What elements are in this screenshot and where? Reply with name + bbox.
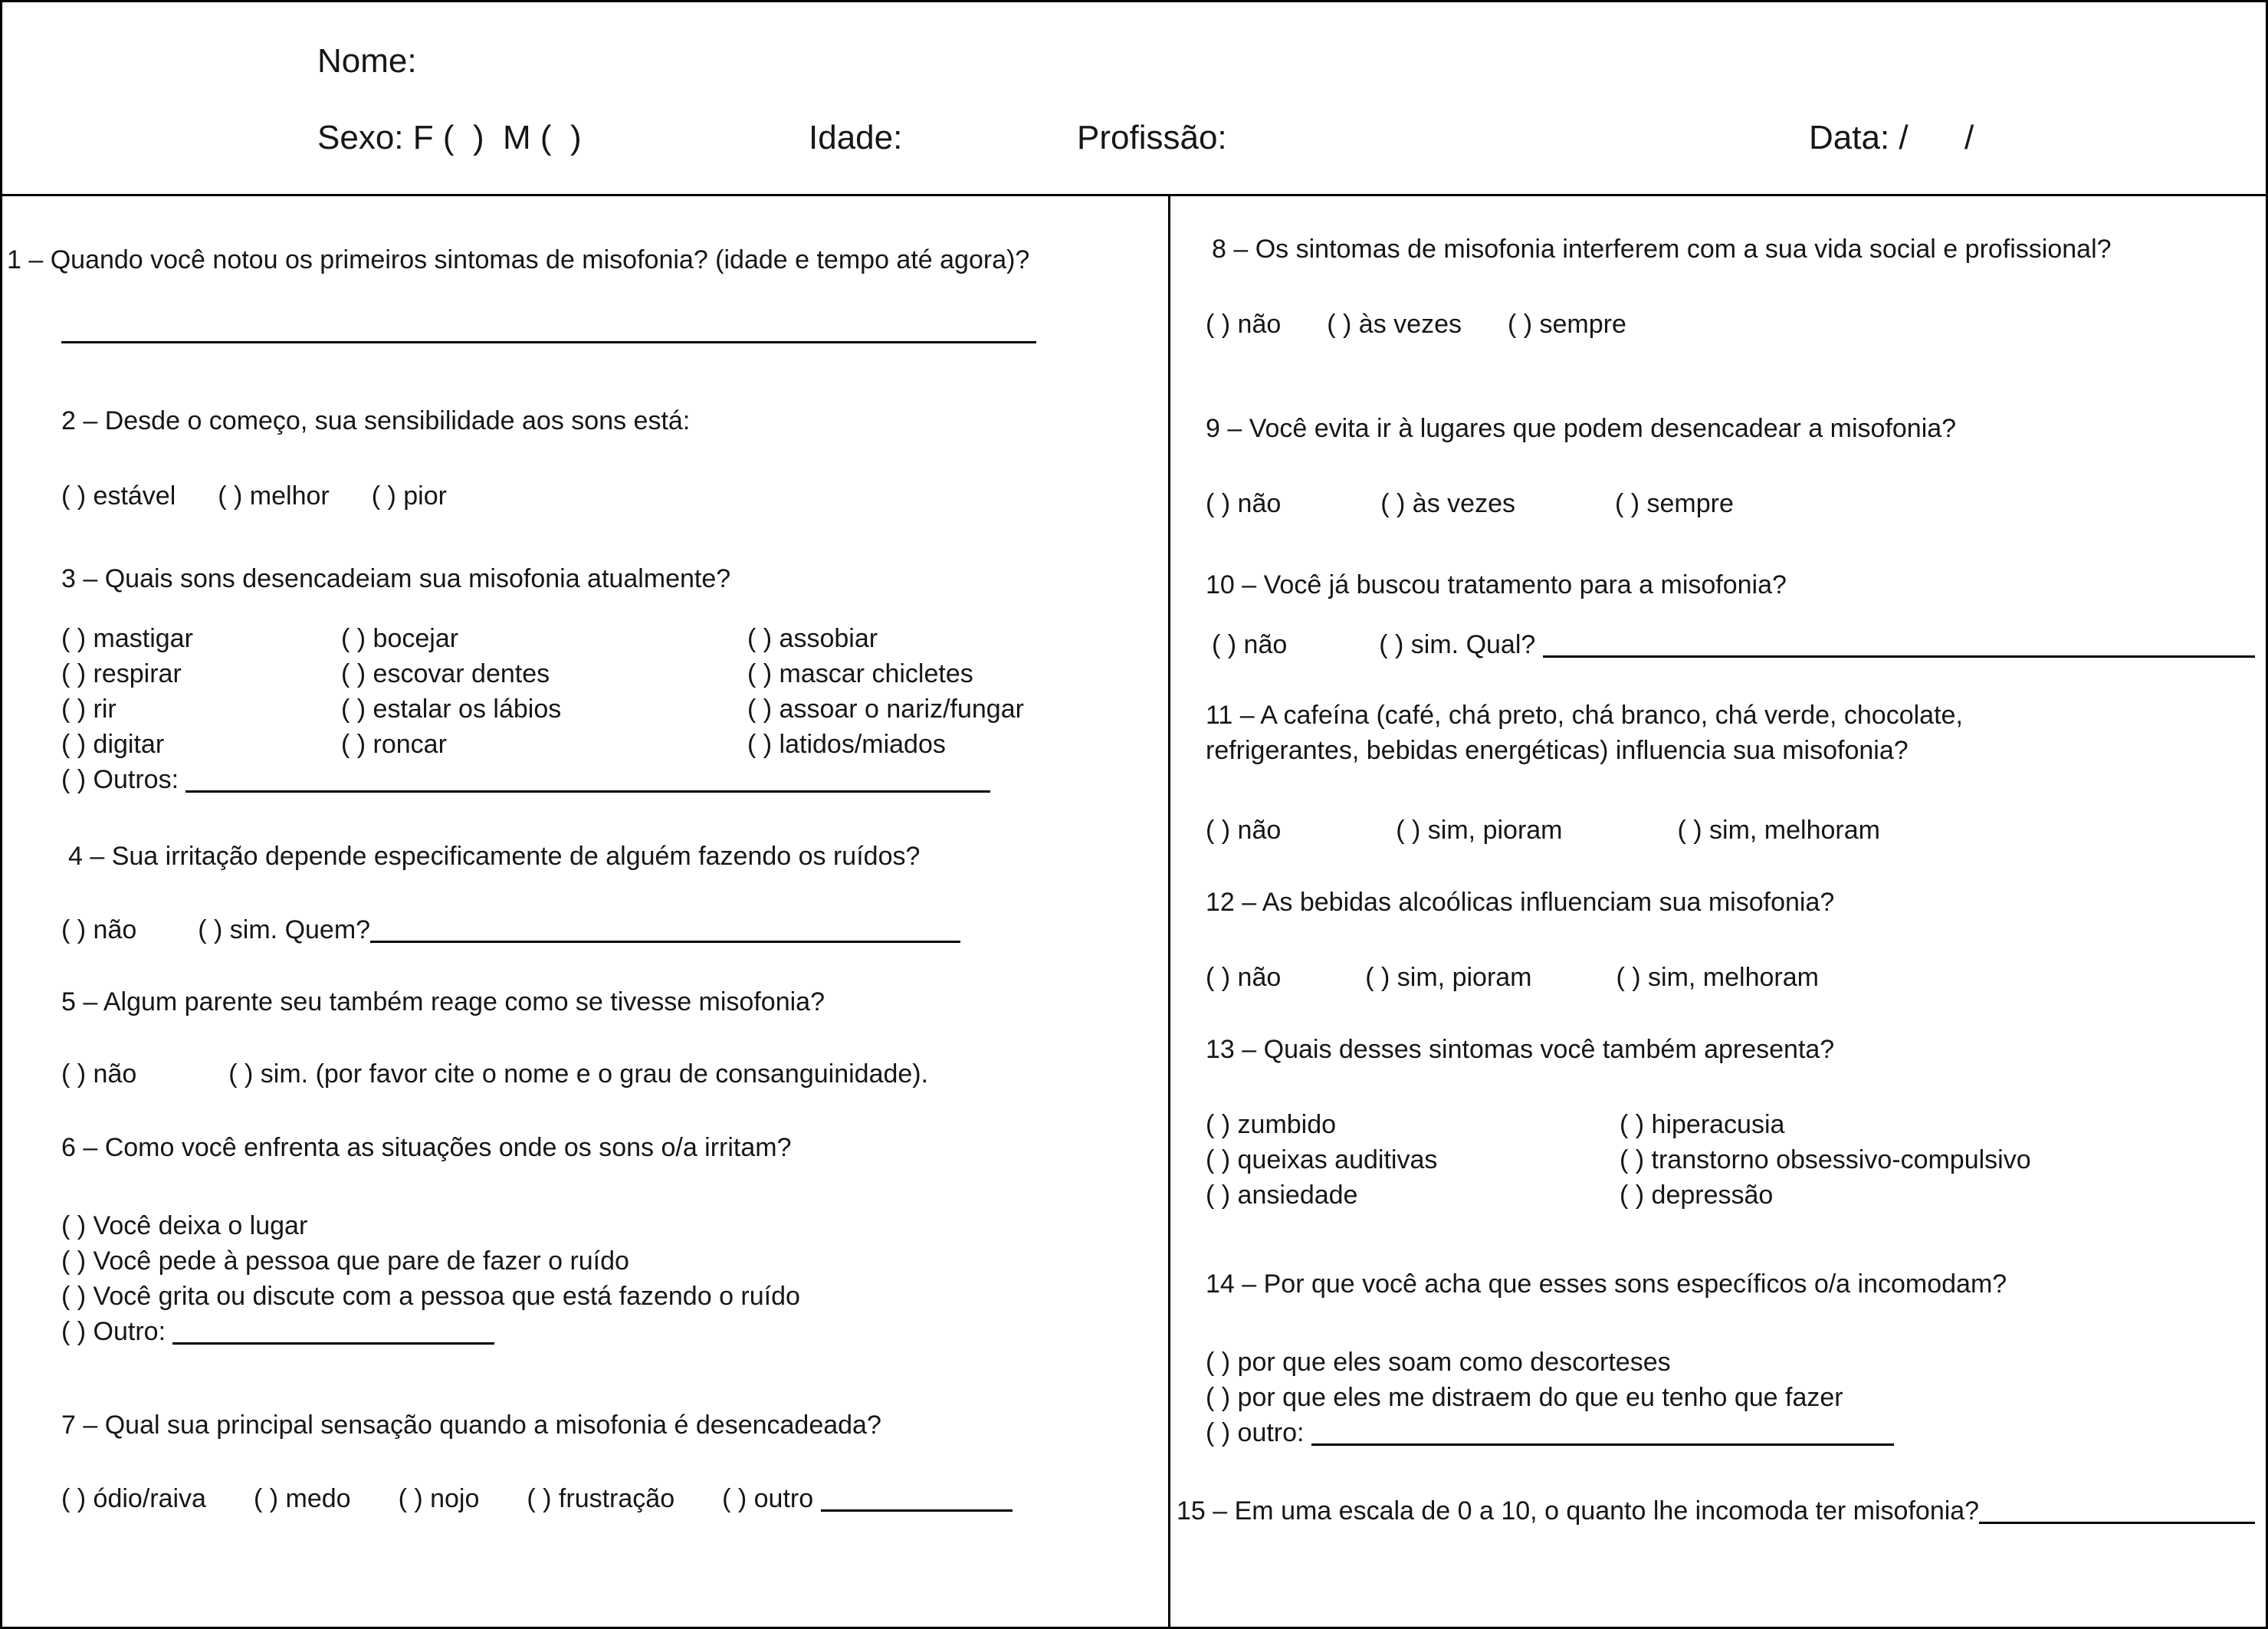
checkbox-option[interactable]: ( ) depressão [1620,1181,1774,1210]
checkbox-option-other[interactable] [61,762,990,797]
checkbox-option[interactable]: ( ) frustração [527,1484,675,1513]
question-9-text: 9 – Você evita ir à lugares que podem desencadear a misofonia? [1206,414,1957,443]
checkbox-option[interactable]: ( ) não [1206,310,1282,339]
checkbox-option[interactable]: ( ) hiperacusia [1620,1110,1785,1139]
checkbox-option[interactable]: ( ) pior [371,481,447,511]
checkbox-option[interactable]: ( ) por que eles soam como descorteses [1206,1348,1671,1377]
checkbox-option[interactable]: ( ) não [1212,630,1288,659]
question-3-options [61,621,1168,762]
form-header [2,2,2266,196]
question-7-text: 7 – Qual sua principal sensação quando a misofonia é desencadeada? [61,1411,881,1440]
write-in-blank[interactable] [370,920,960,943]
checkbox-option-other[interactable] [61,1314,1168,1349]
checkbox-option[interactable]: ( ) Você pede à pessoa que pare de fazer o ruído [61,1246,629,1276]
checkbox-option[interactable]: ( ) ansiedade [1206,1181,1358,1210]
checkbox-option[interactable]: ( ) transtorno obsessivo-compulsivo [1620,1145,2031,1174]
question-7-options [61,1481,1168,1516]
write-in-blank[interactable] [1543,635,2255,658]
checkbox-option[interactable]: ( ) não [61,915,137,944]
write-in-blank[interactable] [1979,1501,2255,1524]
profession-label: Profissão: [1077,119,1227,156]
question-10-text: 10 – Você já buscou tratamento para a misofonia? [1206,570,1787,599]
checkbox-option[interactable]: ( ) queixas auditivas [1206,1145,1438,1174]
checkbox-option[interactable]: ( ) zumbido [1206,1110,1337,1139]
question-4-text: 4 – Sua irritação depende especificamente de alguém fazendo os ruídos? [68,842,921,871]
checkbox-option[interactable]: ( ) às vezes [1327,310,1462,339]
date-label: Data: / / [1809,119,1974,156]
write-in-blank[interactable] [61,320,1036,343]
write-in-blank[interactable] [185,770,990,793]
checkbox-option[interactable]: ( ) mascar chicletes [747,659,973,688]
checkbox-option-sim[interactable] [198,912,960,948]
write-in-blank[interactable] [821,1489,1013,1512]
age-label: Idade: [809,119,903,156]
checkbox-option[interactable]: ( ) Você deixa o lugar [61,1211,308,1240]
checkbox-option[interactable]: ( ) não [1206,489,1282,518]
question-13-text: 13 – Quais desses sintomas você também apresenta? [1206,1035,1835,1064]
checkbox-option[interactable]: ( ) respirar [61,659,182,688]
checkbox-option[interactable]: ( ) sempre [1614,489,1734,518]
question-2-options [61,478,1168,514]
option-label: ( ) Outro: [61,1317,173,1346]
checkbox-option[interactable]: ( ) roncar [341,730,447,759]
question-15 [1177,1493,2255,1529]
question-5-text: 5 – Algum parente seu também reage como se tivesse misofonia? [61,987,825,1016]
name-label: Nome: [317,42,417,80]
right-column [1168,196,2266,1627]
question-15-text: 15 – Em uma escala de 0 a 10, o quanto lhe incomoda ter misofonia? [1177,1496,1980,1526]
checkbox-option[interactable]: ( ) assoar o nariz/fungar [747,695,1024,724]
write-in-blank[interactable] [1311,1423,1894,1446]
checkbox-option[interactable]: ( ) sim, melhoram [1677,816,1880,845]
checkbox-option[interactable]: ( ) estalar os lábios [341,695,562,724]
question-4-options [61,912,1168,948]
question-3-other [61,762,1168,797]
question-8-options [1206,307,2255,342]
checkbox-option[interactable]: ( ) não [61,1059,137,1089]
checkbox-option[interactable]: ( ) sim, pioram [1396,816,1563,845]
option-label: ( ) outro: [1206,1418,1311,1447]
question-6-options [61,1208,1168,1349]
checkbox-option[interactable]: ( ) medo [253,1484,351,1513]
checkbox-option[interactable]: ( ) sim. (por favor cite o nome e o grau de consanguinidade). [228,1059,929,1089]
checkbox-option-other[interactable] [722,1481,1012,1516]
option-label: ( ) sim. Quem? [198,915,371,944]
checkbox-option[interactable]: ( ) Você grita ou discute com a pessoa que está fazendo o ruído [61,1282,800,1311]
checkbox-option[interactable]: ( ) escovar dentes [341,659,550,688]
checkbox-option[interactable]: ( ) bocejar [341,624,459,653]
question-1-text: 1 – Quando você notou os primeiros sintomas de misofonia? (idade e tempo até agora)? [7,245,1030,274]
checkbox-option[interactable]: ( ) estável [61,481,176,511]
question-2-text: 2 – Desde o começo, sua sensibilidade aos sons está: [61,406,691,435]
checkbox-option[interactable]: ( ) mastigar [61,624,193,653]
checkbox-option[interactable]: ( ) por que eles me distraem do que eu tenho que fazer [1206,1383,1843,1412]
checkbox-option[interactable]: ( ) às vezes [1380,489,1515,518]
option-label: ( ) Outros: [61,765,186,794]
checkbox-option[interactable]: ( ) sempre [1507,310,1626,339]
question-13-options [1206,1107,2255,1213]
checkbox-option[interactable]: ( ) não [1206,963,1282,992]
form-body [2,196,2266,1627]
checkbox-option[interactable]: ( ) sim, melhoram [1616,963,1819,992]
checkbox-option[interactable]: ( ) não [1206,816,1282,845]
write-in-blank[interactable] [172,1322,494,1345]
sex-checkboxes[interactable]: Sexo: F ( ) M ( ) [317,119,582,156]
question-11-options [1206,813,2255,848]
question-12-options [1206,960,2255,995]
question-1-answer-line [61,316,1168,339]
checkbox-option-other[interactable] [1206,1415,2255,1450]
question-3-text: 3 – Quais sons desencadeiam sua misofonia atualmente? [61,564,731,593]
checkbox-option-sim[interactable] [1379,627,2255,662]
question-11-text: 11 – A cafeína (café, chá preto, chá branco, chá verde, chocolate, refrigerantes, bebidas energéticas) influencia sua misofonia? [1206,701,1971,765]
checkbox-option[interactable]: ( ) ódio/raiva [61,1484,206,1513]
checkbox-option[interactable]: ( ) nojo [398,1484,480,1513]
option-label: ( ) outro [722,1484,821,1513]
checkbox-option[interactable]: ( ) melhor [218,481,330,511]
checkbox-option[interactable]: ( ) sim, pioram [1365,963,1532,992]
left-column [2,196,1168,1627]
option-label: ( ) sim. Qual? [1379,630,1543,659]
question-9-options [1206,486,2255,521]
checkbox-option[interactable]: ( ) latidos/miados [747,730,946,759]
question-12-text: 12 – As bebidas alcoólicas influenciam sua misofonia? [1206,888,1835,917]
checkbox-option[interactable]: ( ) assobiar [747,624,878,653]
checkbox-option[interactable]: ( ) rir [61,695,117,724]
question-8-text: 8 – Os sintomas de misofonia interferem com a sua vida social e profissional? [1212,235,2112,264]
question-10-options [1212,627,2255,662]
question-14-options [1206,1345,2255,1450]
question-6-text: 6 – Como você enfrenta as situações onde os sons o/a irritam? [61,1133,792,1162]
checkbox-option[interactable]: ( ) digitar [61,730,165,759]
question-5-options [61,1056,1168,1092]
question-14-text: 14 – Por que você acha que esses sons específicos o/a incomodam? [1206,1269,2007,1299]
